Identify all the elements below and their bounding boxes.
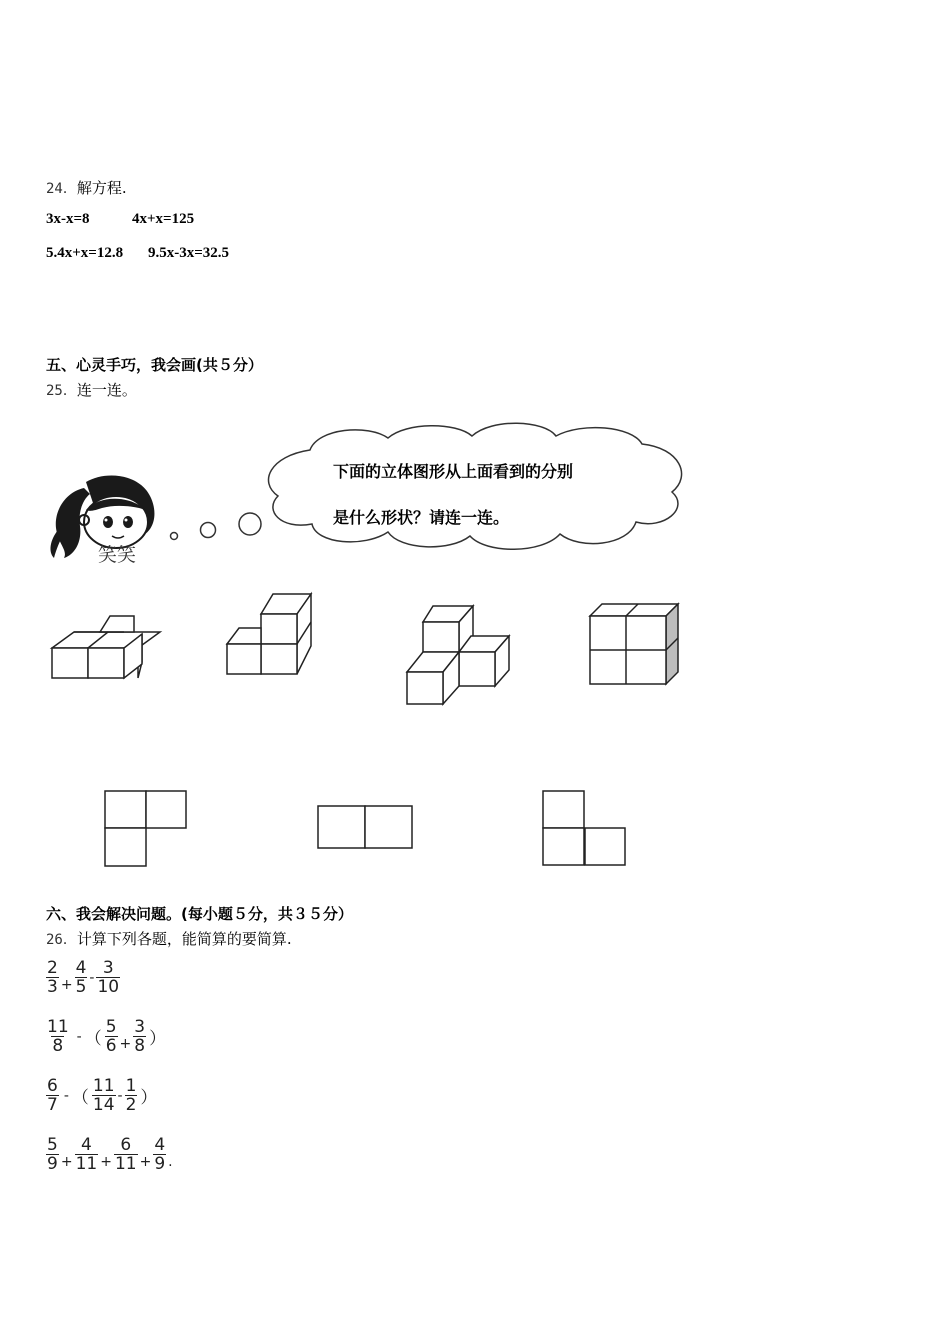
bubble-text-line2: 是什么形状？请连一连。 (333, 508, 510, 527)
expression-1 (45, 959, 121, 996)
right-paren: ） (149, 1029, 167, 1049)
fraction: $\frac{4}{11}$ (75, 1135, 98, 1174)
section-5-heading: 五、心灵手巧，我会画(共５分） (46, 356, 263, 374)
thought-cloud (260, 420, 695, 555)
question-26-header (46, 928, 292, 949)
right-paren: ） (140, 1088, 158, 1108)
question-title: 解方程. (76, 179, 127, 197)
operator: - (89, 969, 95, 986)
expression-4 (45, 1136, 174, 1173)
equation-4: 9.5x-3x=32.5 (148, 245, 230, 261)
fraction: $\frac{2}{3}$ (47, 958, 58, 997)
thought-dots (165, 505, 265, 545)
fraction: $\frac{6}{7}$ (47, 1076, 58, 1115)
operator: + (100, 1153, 112, 1170)
question-24-header (46, 177, 127, 198)
section-6-heading: 六、我会解决问题。(每小题５分，共３５分） (46, 905, 353, 923)
left-paren: （ (71, 1088, 89, 1108)
solid-figure-1 (50, 612, 150, 682)
solid-figure-2 (225, 590, 320, 680)
top-view-1 (104, 790, 188, 868)
question-title: 连一连。 (76, 381, 137, 399)
operator: + (60, 976, 73, 993)
fraction: $\frac{11}{8}$ (47, 1017, 69, 1056)
fraction: $\frac{11}{14}$ (92, 1076, 115, 1115)
question-number: 25． (46, 383, 77, 399)
operator: + (119, 1035, 132, 1052)
operator: + (139, 1153, 152, 1170)
equation-3: 5.4x+x=12.8 (46, 245, 124, 261)
fraction: $\frac{5}{6}$ (105, 1017, 117, 1056)
question-number: 24． (46, 181, 77, 197)
solid-figure-4 (588, 600, 683, 690)
top-view-2 (317, 805, 415, 851)
fraction: $\frac{1}{2}$ (125, 1076, 137, 1115)
equation-2: 4x+x=125 (132, 211, 195, 227)
operator: - (117, 1087, 123, 1104)
character-caption: 笑笑 (98, 544, 137, 566)
top-view-3 (542, 790, 628, 868)
fraction: $\frac{4}{5}$ (75, 958, 87, 997)
equation-1: 3x-x=8 (46, 211, 90, 227)
fraction: $\frac{5}{9}$ (47, 1135, 58, 1174)
left-paren: （ (84, 1029, 102, 1049)
fraction: $\frac{4}{9}$ (154, 1135, 166, 1174)
question-25-header (46, 379, 137, 400)
solid-figure-3 (405, 600, 515, 710)
bubble-text-line1: 下面的立体图形从上面看到的分别 (333, 462, 574, 481)
operator: + (60, 1153, 73, 1170)
expression-3 (45, 1077, 159, 1114)
operator: - (76, 1028, 82, 1045)
operator: - (63, 1087, 69, 1104)
question-title: 计算下列各题，能简算的要简算. (76, 930, 292, 948)
fraction: $\frac{6}{11}$ (114, 1135, 137, 1174)
question-number: 26． (46, 932, 77, 948)
fraction: $\frac{3}{8}$ (134, 1017, 146, 1056)
fraction: $\frac{3}{10}$ (97, 958, 120, 997)
period: . (168, 1153, 173, 1170)
expression-2 (45, 1018, 168, 1055)
